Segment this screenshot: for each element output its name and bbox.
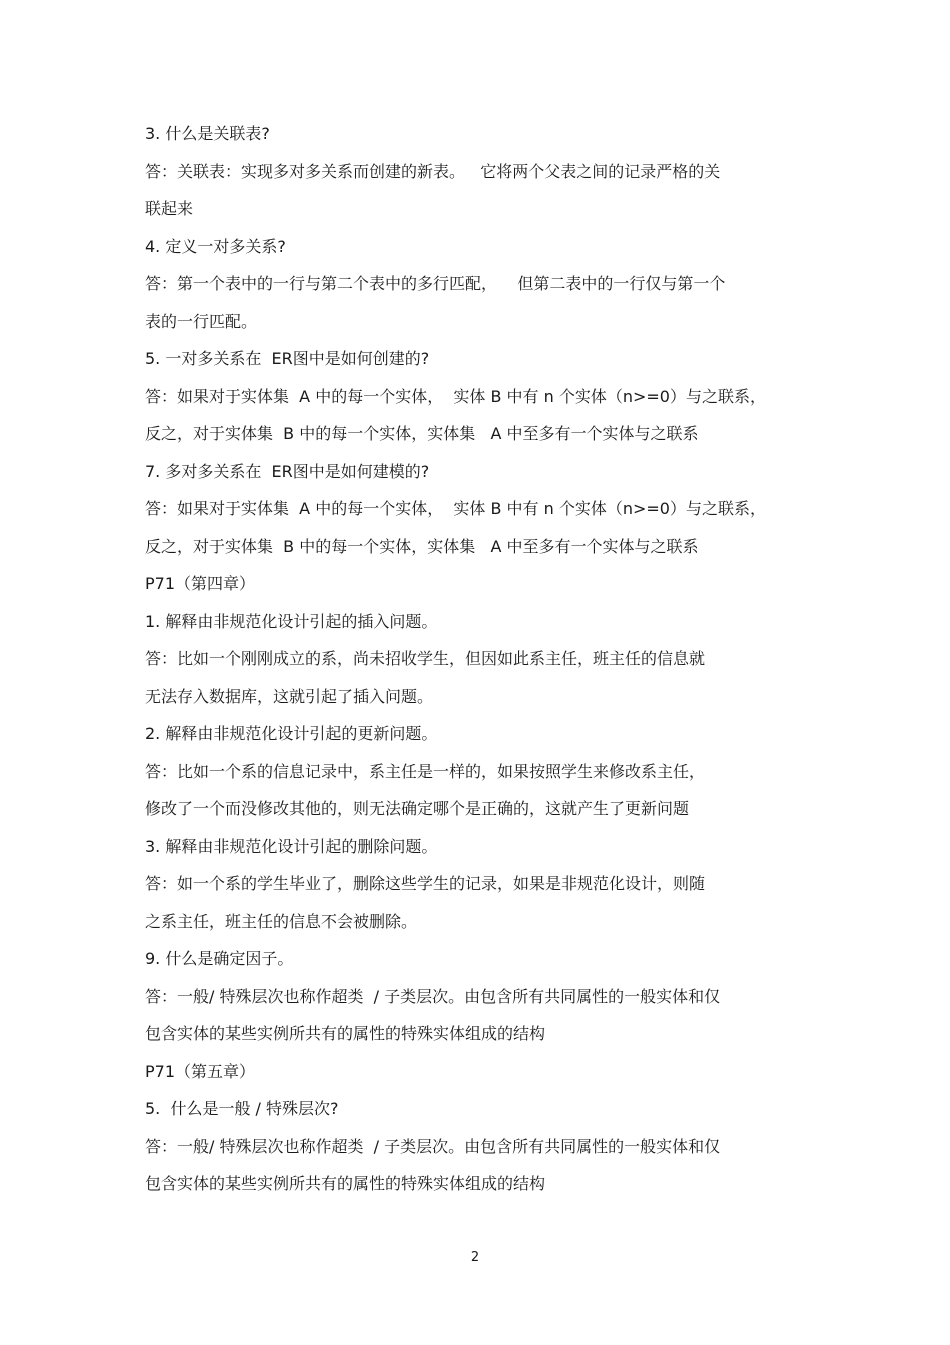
page-number: 2 [470,1250,480,1265]
answer-line: 表的一行匹配。 [145,312,258,331]
answer-line: 答：一般/ 特殊层次也称作超类 / 子类层次。由包含所有共同属性的一般实体和仅 [145,1137,721,1156]
answer-line: 联起来 [145,199,194,218]
answer-line: 包含实体的某些实例所共有的属性的特殊实体组成的结构 [145,1174,546,1193]
answer-line: 答：关联表：实现多对多关系而创建的新表。 它将两个父表之间的记录严格的关 [145,162,721,181]
answer-line: 答：比如一个系的信息记录中，系主任是一样的，如果按照学生来修改系主任， [145,762,706,781]
question-heading: 5. 一对多关系在 ER图中是如何创建的? [145,349,430,368]
chapter-heading: P71（第四章） [145,574,256,593]
answer-line: 修改了一个而没修改其他的，则无法确定哪个是正确的，这就产生了更新问题 [145,799,690,818]
answer-line: 无法存入数据库，这就引起了插入问题。 [145,687,434,706]
question-heading: 4. 定义一对多关系? [145,237,286,256]
question-heading: 3. 解释由非规范化设计引起的删除问题。 [145,837,438,856]
answer-line: 答：比如一个刚刚成立的系，尚未招收学生，但因如此系主任，班主任的信息就 [145,649,706,668]
answer-line: 答：如一个系的学生毕业了，删除这些学生的记录，如果是非规范化设计，则随 [145,874,706,893]
answer-line: 反之，对于实体集 B 中的每一个实体，实体集 A 中至多有一个实体与之联系 [145,537,699,556]
question-heading: 3. 什么是关联表? [145,124,270,143]
answer-line: 反之，对于实体集 B 中的每一个实体，实体集 A 中至多有一个实体与之联系 [145,424,699,443]
answer-line: 答：第一个表中的一行与第二个表中的多行匹配， 但第二表中的一行仅与第一个 [145,274,726,293]
answer-line: 答：如果对于实体集 A 中的每一个实体， 实体 B 中有 n 个实体（n>=0）与之联系， [145,387,766,406]
chapter-heading: P71（第五章） [145,1062,256,1081]
question-heading: 1. 解释由非规范化设计引起的插入问题。 [145,612,438,631]
answer-line: 答：如果对于实体集 A 中的每一个实体， 实体 B 中有 n 个实体（n>=0）与之联系， [145,499,766,518]
question-heading: 5. 什么是一般 / 特殊层次? [145,1099,339,1118]
answer-line: 之系主任，班主任的信息不会被删除。 [145,912,418,931]
answer-line: 答：一般/ 特殊层次也称作超类 / 子类层次。由包含所有共同属性的一般实体和仅 [145,987,721,1006]
question-heading: 7. 多对多关系在 ER图中是如何建模的? [145,462,430,481]
question-heading: 2. 解释由非规范化设计引起的更新问题。 [145,724,438,743]
answer-line: 包含实体的某些实例所共有的属性的特殊实体组成的结构 [145,1024,546,1043]
question-heading: 9. 什么是确定因子。 [145,949,294,968]
